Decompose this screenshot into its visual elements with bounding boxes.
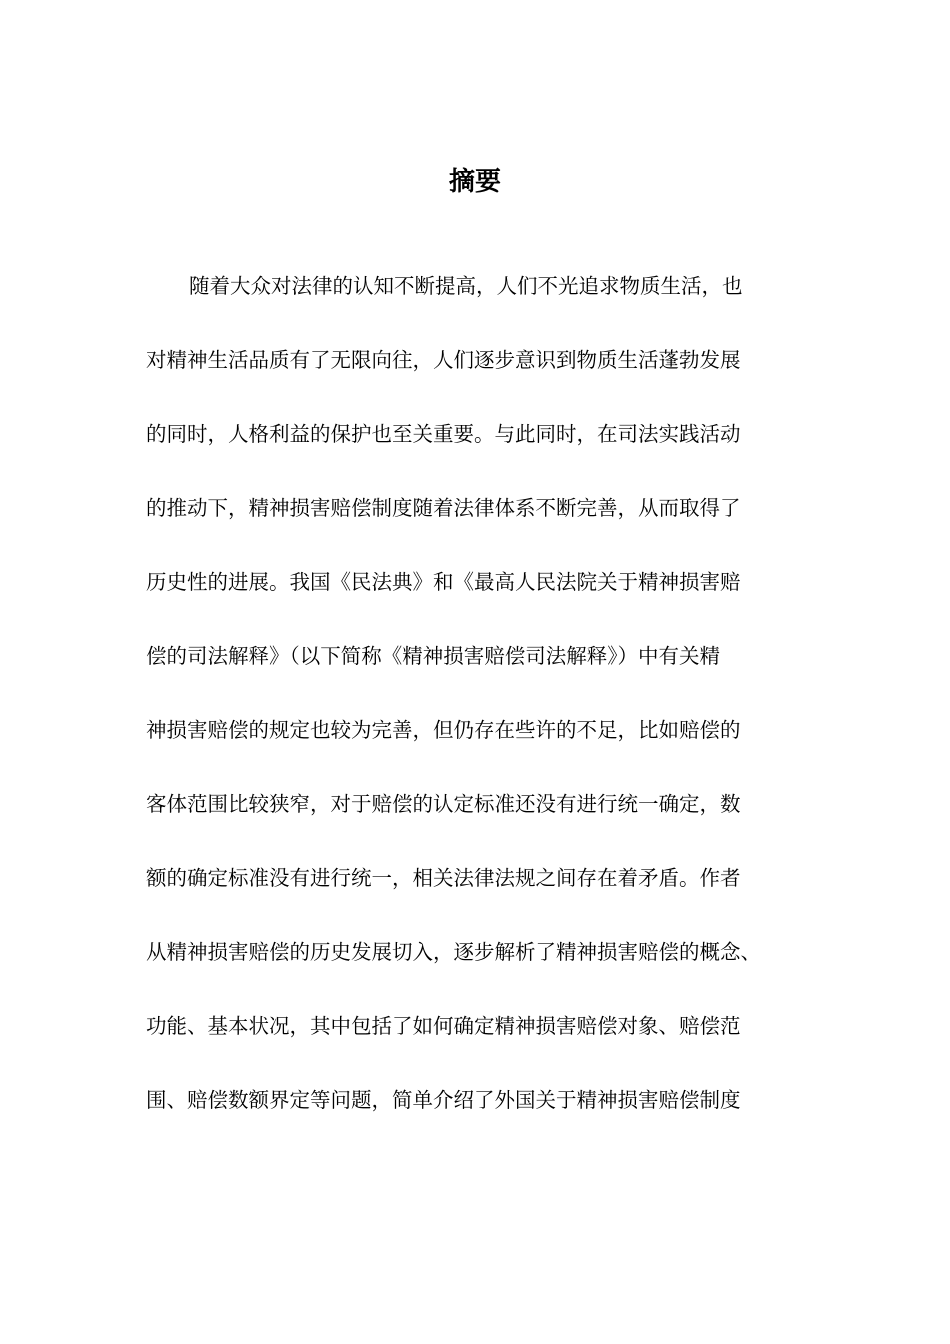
abstract-line: 神损害赔偿的规定也较为完善，但仍存在些许的不足，比如赔偿的: [146, 718, 741, 742]
abstract-body: [146, 266, 826, 1154]
abstract-line: 功能、基本状况，其中包括了如何确定精神损害赔偿对象、赔偿范: [146, 1014, 741, 1038]
abstract-line: 额的确定标准没有进行统一，相关法律法规之间存在着矛盾。作者: [146, 866, 741, 890]
abstract-line: 从精神损害赔偿的历史发展切入，逐步解析了精神损害赔偿的概念、: [146, 940, 761, 964]
abstract-line: 历史性的进展。我国《民法典》和《最高人民法院关于精神损害赔: [146, 570, 741, 594]
abstract-line: 围、赔偿数额界定等问题，简单介绍了外国关于精神损害赔偿制度: [146, 1088, 741, 1112]
abstract-line: 偿的司法解释》（以下简称《精神损害赔偿司法解释》）中有关精: [146, 644, 720, 668]
abstract-title: 摘要: [448, 167, 501, 197]
abstract-line: 客体范围比较狭窄，对于赔偿的认定标准还没有进行统一确定，数: [146, 792, 741, 816]
abstract-line: 的同时，人格利益的保护也至关重要。与此同时，在司法实践活动: [146, 422, 741, 446]
abstract-line: 对精神生活品质有了无限向往，人们逐步意识到物质生活蓬勃发展: [146, 348, 741, 372]
abstract-line: 的推动下，精神损害赔偿制度随着法律体系不断完善，从而取得了: [146, 496, 741, 520]
abstract-line: 随着大众对法律的认知不断提高，人们不光追求物质生活，也: [189, 274, 743, 298]
